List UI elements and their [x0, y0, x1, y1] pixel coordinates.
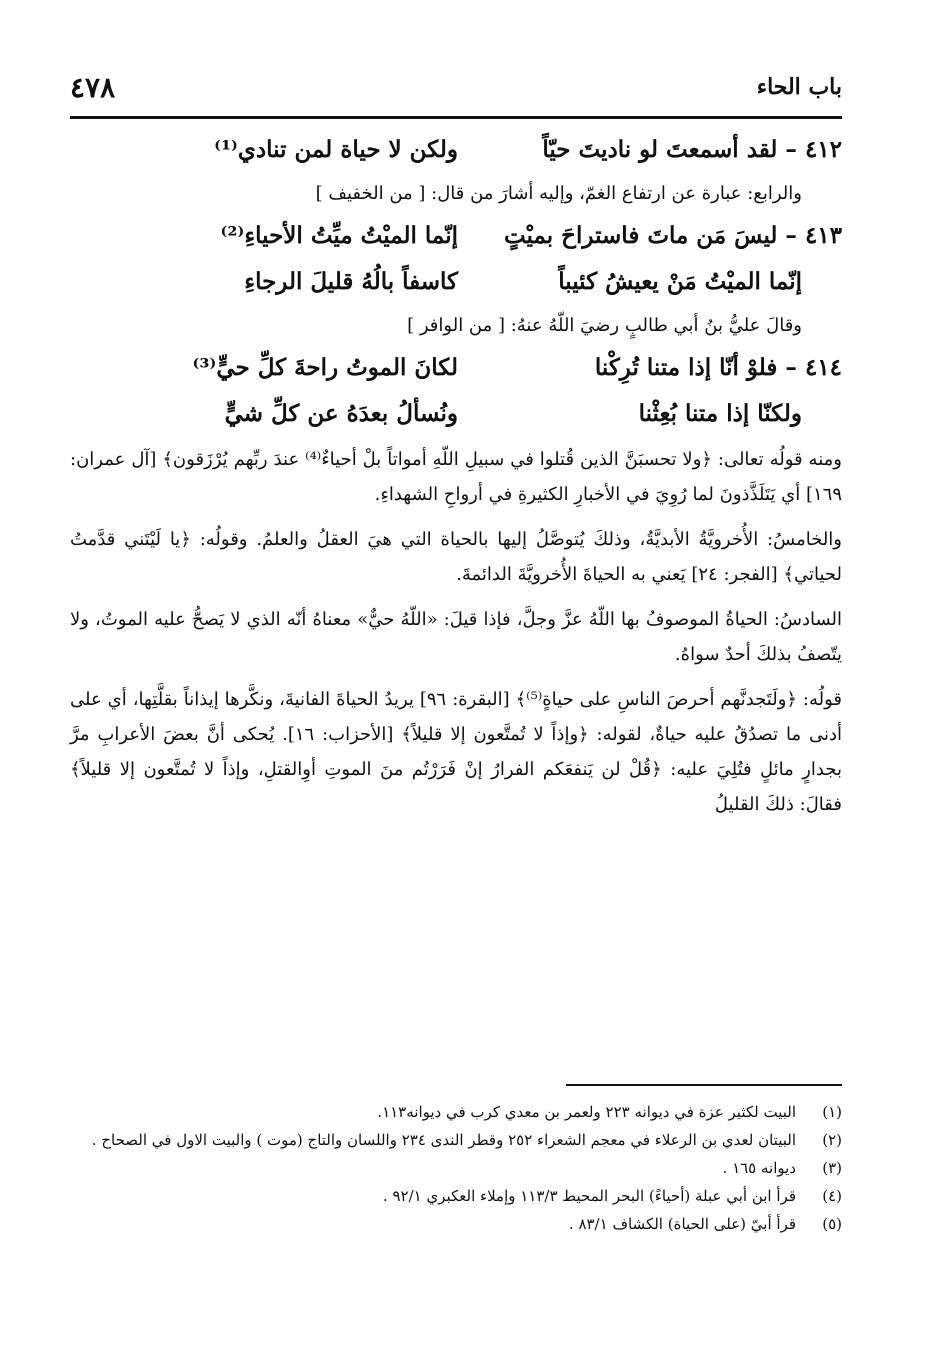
footnote-number: (٤) [822, 1187, 842, 1205]
verse-hemistich: ولكن لا حياة لمن تنادي⁽¹⁾ [214, 136, 458, 163]
verse-hemistich: ٤١٤ – فلوْ أنّا إذا متنا تُرِكْنا [594, 354, 842, 381]
footnote [70, 1154, 842, 1182]
footnote-number: (١) [822, 1103, 842, 1121]
intro-line: والرابع: عبارة عن ارتفاع الغمّ، وإليه أشارَ من قال: [ من الخفيف ] [315, 183, 802, 204]
verse-hemistich: ونُسألُ بعدَهُ عن كلِّ شيٍّ [224, 400, 458, 427]
footnote [70, 1210, 842, 1238]
verse-414-line-1 [70, 350, 842, 386]
verse-hemistich: إنّما الميْتُ مَنْ يعيشُ كئيباً [558, 268, 802, 295]
footnote [70, 1098, 842, 1126]
footnotes [70, 1098, 842, 1238]
paragraph: السادسُ: الحياةُ الموصوفُ بها اللّهُ عزَّ وجلَّ، فإذا قيلَ: «اللّهُ حيٌّ» معناهُ أنّه الذي لا يَصحُّ عليه الموتُ، ولا يتّصفُ بذلكَ أحدٌ سواهُ. [70, 609, 842, 665]
footnote [70, 1182, 842, 1210]
paragraph: والخامسُ: الأُخرويَّةُ الأبديَّةُ، وذلكَ يُتوصَّلُ إليها بالحياة التي هيَ العقلُ والعلمُ. وقولُه: ﴿يا لَيْتَني قدَّمتُ لحياتي﴾ [الفجر: ٢٤] يَعني به الحياةَ الأُخرويَّةَ الدائمةَ. [70, 529, 842, 585]
intro-line: وقالَ عليُّ بنُ أبي طالبٍ رضيَ اللّهُ عنهُ: [ من الوافر ] [407, 315, 802, 336]
paragraph: قولُه: ﴿ولَتَجدنَّهم أحرصَ الناسِ على حياةٍ⁽⁵⁾﴾ [البقرة: ٩٦] يريدُ الحياةَ الفانيةَ، ونكَّرها إيذاناً بقلَّتِها، أي على أدنى ما تصدُقُ عليه حياةٌ، لقوله: ﴿وإذاً لا تُمتَّعون إلا قليلاً﴾ [الأحزاب: ١٦]. يُحكى أنَّ بعضَ الأعرابِ مرَّ بجدارٍ مائلٍ فتُلِيَ عليه: ﴿قُلْ لن يَنفعَكم الفرارُ إنْ فَرَرْتُم منَ الموتِ أوِالقتلِ، وإذاً لا تُمتَّعون إلا قليلاً﴾ فقالَ: ذلكَ القليلُ [70, 689, 842, 815]
paragraph: ومنه قولُه تعالى: ﴿ولا تحسبَنَّ الذين قُتلوا في سبيلِ اللّهِ أمواتاً بلْ أحياءٌ⁽⁴⁾ عندَ ربِّهم يُرْزَقون﴾ [آل عمران: ١٦٩] أي يَتَلَذَّذونَ لما رُوِيَ في الأخبارِ الكثيرةِ في أرواحِ الشهداءِ. [70, 449, 842, 505]
footnote-text: البيتان لعدي بن الرعلاء في معجم الشعراء ٢٥٢ وقطر الندى ٢٣٤ واللسان والتاج (موت ) والبيت الاول في الصحاح . [91, 1131, 796, 1149]
footnote [70, 1126, 842, 1154]
verse-hemistich: ٤١٢ – لقد أسمعتَ لو ناديتَ حيّاً [542, 136, 842, 163]
verse-hemistich: لكانَ الموتُ راحةَ كلِّ حيٍّ⁽³⁾ [192, 354, 458, 381]
chapter-title: باب الحاء [756, 74, 842, 100]
footnote-text: البيت لكثير عزة في ديوانه ٢٢٣ ولعمر بن معدي كرب في ديوانه١١٣. [377, 1103, 796, 1121]
footnote-text: قرأ أبيّ (على الحياة) الكشاف ٨٣/١ . [568, 1215, 796, 1233]
verse-413-line-1 [70, 218, 842, 254]
verse-413-line-2 [70, 264, 842, 300]
verse-hemistich: ولكنّا إذا متنا بُعِثْنا [638, 400, 802, 427]
page-number: ٤٧٨ [70, 70, 116, 104]
verse-hemistich: ٤١٣ – ليسَ مَن ماتَ فاستراحَ بميْتٍ [503, 222, 842, 249]
verse-hemistich: كاسفاً بالُهُ قليلَ الرجاءِ [244, 268, 458, 295]
footnote-text: قرأ ابن أبي عبلة (أحياءً) البحر المحيط ١١٣/٣ وإملاء العكبري ٩٢/١ . [382, 1187, 796, 1205]
page-header [70, 64, 842, 110]
footnote-number: (٣) [822, 1159, 842, 1177]
verse-412 [70, 132, 842, 168]
footnote-rule [566, 1084, 842, 1086]
verse-hemistich: إنّما الميْتُ ميِّتُ الأحياءِ⁽²⁾ [220, 222, 458, 249]
header-rule [70, 116, 842, 119]
page-body [70, 128, 842, 832]
footnote-text: ديوانه ١٦٥ . [722, 1159, 796, 1177]
verse-414-line-2 [70, 396, 842, 432]
footnote-number: (٥) [822, 1215, 842, 1233]
footnote-number: (٢) [822, 1131, 842, 1149]
